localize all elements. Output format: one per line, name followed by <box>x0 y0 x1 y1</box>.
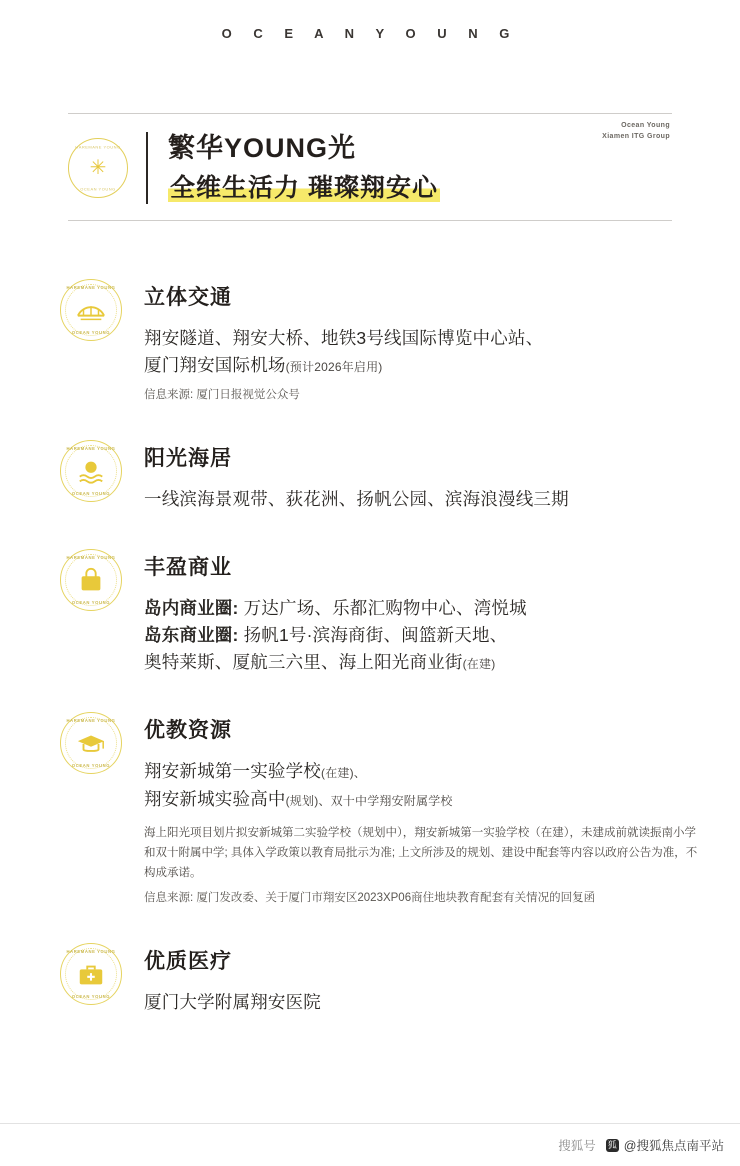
brand-logo-text <box>602 120 670 142</box>
handbag-icon <box>60 549 122 611</box>
section-line-text: 翔安新城实验高中 <box>144 788 286 809</box>
section-line-note: (在建) <box>462 657 496 672</box>
section-line <box>144 989 702 1016</box>
brand-seal-icon <box>68 138 128 198</box>
footer-bar <box>0 1123 740 1166</box>
medical-kit-icon <box>60 943 122 1005</box>
star-icon: ✳ <box>89 157 107 180</box>
page-subtitle: 全维生活力 璀璨翔安心 <box>168 172 440 205</box>
section-line <box>144 649 702 676</box>
brand-logo-line2: Xiamen ITG Group <box>602 133 670 141</box>
section-source: 信息来源: 厦门发改委、关于厦门市翔安区2023XP06商住地块教育配套有关情况的回复函 <box>144 892 596 905</box>
seal-arc-top-text: HAREMANE YOUNG <box>75 144 121 150</box>
badge-arc-top: HAREMANE YOUNG <box>66 285 116 291</box>
section-title: 阳光海居 <box>144 446 232 470</box>
badge-arc-top: HAREMANE YOUNG <box>66 718 116 724</box>
footer-account: @搜狐焦点南平站 <box>623 1139 724 1153</box>
sun-sea-glyph <box>76 456 106 486</box>
sun-sea-icon <box>60 440 122 502</box>
section-line-text: 一线滨海景观带、荻花洲、扬帆公园、滨海浪漫线三期 <box>144 488 569 509</box>
section-title: 丰盈商业 <box>144 556 232 580</box>
bridge-glyph <box>76 295 106 325</box>
section-line-note: (规划)、双十中学翔安附属学校 <box>285 793 453 808</box>
badge-arc-bottom: OCEAN YOUNG <box>71 994 111 1000</box>
page-title: 繁华YOUNG光 <box>168 133 357 163</box>
title-divider <box>146 132 148 204</box>
section-title: 优教资源 <box>144 719 232 743</box>
section-transport <box>60 277 702 404</box>
section-title: 立体交通 <box>144 286 232 310</box>
section-line <box>144 486 702 513</box>
badge-arc-top: HAREMANE YOUNG <box>66 445 116 451</box>
section-education <box>60 710 702 907</box>
section-seaside-living <box>60 438 702 513</box>
sohu-fox-icon: 狐 <box>607 1139 617 1150</box>
section-source: 信息来源: 厦门日报视觉公众号 <box>144 388 300 401</box>
graduation-cap-icon <box>60 712 122 774</box>
section-line-text: 厦门大学附属翔安医院 <box>144 992 321 1013</box>
section-commerce <box>60 547 702 676</box>
brand-strip: O C E A N Y O U N G <box>221 26 519 41</box>
graduation-cap-glyph <box>76 728 106 758</box>
badge-arc-bottom: OCEAN YOUNG <box>71 490 111 496</box>
section-line-label: 岛东商业圈: <box>144 625 244 646</box>
badge-arc-bottom: OCEAN YOUNG <box>71 600 111 606</box>
section-line <box>144 595 702 622</box>
section-line <box>144 352 702 379</box>
badge-arc-top: HAREMANE YOUNG <box>66 949 116 955</box>
sections-list <box>0 277 740 1016</box>
section-line-label: 岛内商业圈: <box>144 598 244 619</box>
section-line-text: 奥特莱斯、厦航三六里、海上阳光商业街 <box>144 652 463 673</box>
section-line <box>144 786 702 813</box>
section-line-text: 翔安隧道、翔安大桥、地铁3号线国际博览中心站、 <box>144 328 544 349</box>
badge-arc-bottom: OCEAN YOUNG <box>71 763 111 769</box>
section-medical <box>60 941 702 1016</box>
section-line <box>144 758 702 785</box>
bridge-icon <box>60 279 122 341</box>
medical-kit-glyph <box>76 959 106 989</box>
section-line-text: 翔安新城第一实验学校 <box>144 761 321 782</box>
section-line-text: 厦门翔安国际机场 <box>144 355 286 376</box>
section-line-text: 万达广场、乐都汇购物中心、湾悦城 <box>243 598 527 619</box>
handbag-glyph <box>76 565 106 595</box>
badge-arc-bottom: OCEAN YOUNG <box>71 330 111 336</box>
section-title: 优质医疗 <box>144 950 232 974</box>
section-line <box>144 622 702 649</box>
section-disclaimer: 海上阳光项目划片拟安新城第二实验学校（规划中），翔安新城第一实验学校（在建），未建成前就读振南小学和双十附属中学; 具体入学政策以教育局批示为准; 上文所涉及的规划、建设中配套等内容以政府公告为准，不构成承诺。 <box>144 826 698 879</box>
title-block <box>68 113 672 221</box>
section-line <box>144 325 702 352</box>
seal-arc-bottom-text: OCEAN YOUNG <box>80 186 116 192</box>
footer-watermark: 搜狐号 <box>558 1139 596 1153</box>
badge-arc-top: HAREMANE YOUNG <box>66 555 116 561</box>
section-line-note: (在建)、 <box>321 766 366 781</box>
brand-logo-line1: Ocean Young <box>621 122 670 129</box>
section-line-text: 扬帆1号·滨海商街、闽篮新天地、 <box>243 625 508 646</box>
section-line-note: (预计2026年启用) <box>285 360 383 375</box>
